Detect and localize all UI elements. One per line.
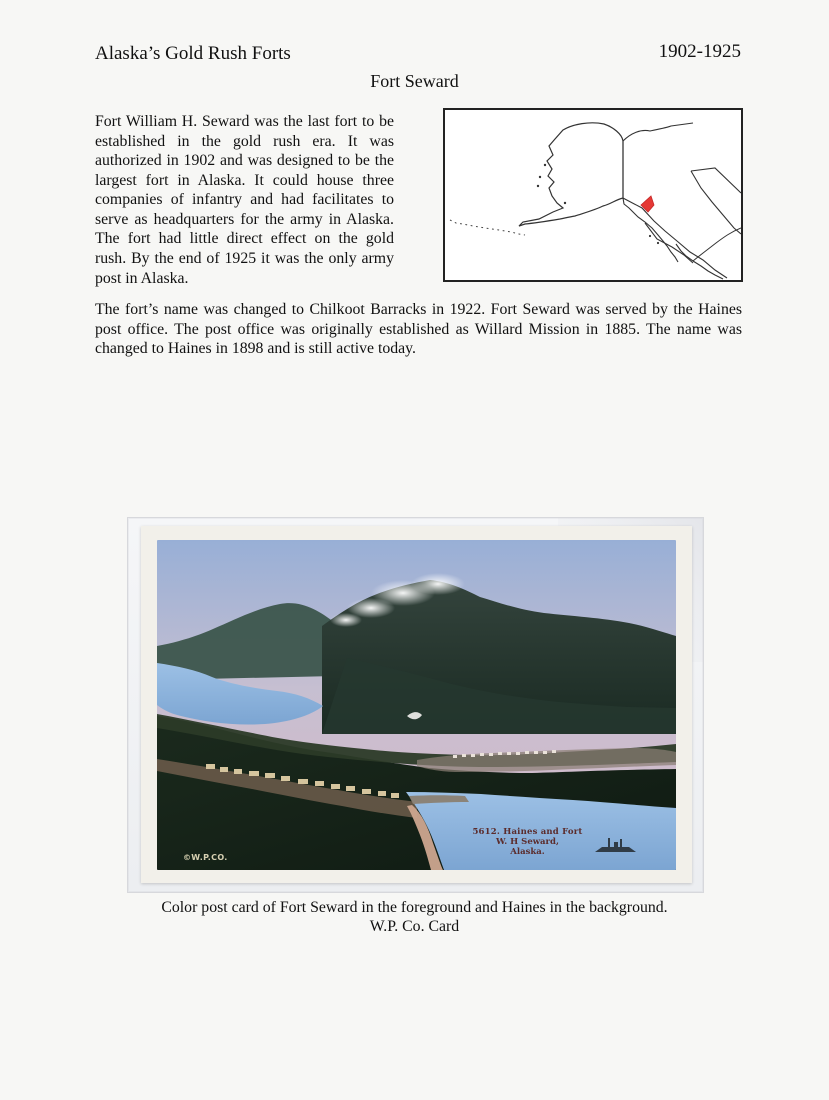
island-dot: [649, 235, 651, 237]
alaska-location-map: [443, 108, 743, 282]
ship-funnel: [614, 842, 618, 847]
summit-cloud: [411, 573, 465, 595]
date-range: 1902-1925: [658, 41, 741, 62]
intro-paragraph: Fort William H. Seward was the last fort to be established in the gold rush era. It was authorized in 1902 and was designed to be the largest fort in Alaska. It could house three companies of infantry and had facilitates to serve as headquarters for the army in Alaska. The fort had little direct effect on the gold rush. By the end of 1925 it was the only army post in Alaska.: [95, 113, 394, 287]
postcard-state-label: Alaska.: [510, 847, 545, 857]
island-dot: [657, 242, 659, 244]
postcard-publisher-mark: ©W.P.CO.: [183, 853, 228, 862]
ship-mast: [608, 838, 610, 847]
alaska-outline-map-svg: [445, 110, 741, 280]
postcard-location-label: W. H Seward,: [496, 837, 559, 847]
island-dot: [564, 202, 566, 204]
postcard-number-label: 5612. Haines and Fort: [472, 827, 583, 837]
island-dot: [537, 185, 539, 187]
postcard-caption: Color post card of Fort Seward in the foreground and Haines in the background.: [161, 899, 668, 916]
ship-mast: [620, 839, 622, 847]
island-dot: [544, 164, 546, 166]
summit-cloud: [330, 613, 362, 627]
haines-fort-seward-postcard-image: [157, 540, 676, 870]
postcard-photo-svg: [157, 540, 676, 870]
section-title: Fort Seward: [370, 71, 459, 91]
postcard-caption-source: W.P. Co. Card: [369, 918, 460, 935]
island-dot: [539, 176, 541, 178]
steamship: [595, 847, 636, 852]
history-paragraph: The fort’s name was changed to Chilkoot Barracks in 1922. Fort Seward was served by the Haines post office. The post office was originally established as Willard Mission in 1885. The name was changed to Haines in 1898 and is still active today.: [95, 301, 742, 358]
map-background: [445, 110, 741, 280]
page-title: Alaska’s Gold Rush Forts: [95, 43, 291, 64]
